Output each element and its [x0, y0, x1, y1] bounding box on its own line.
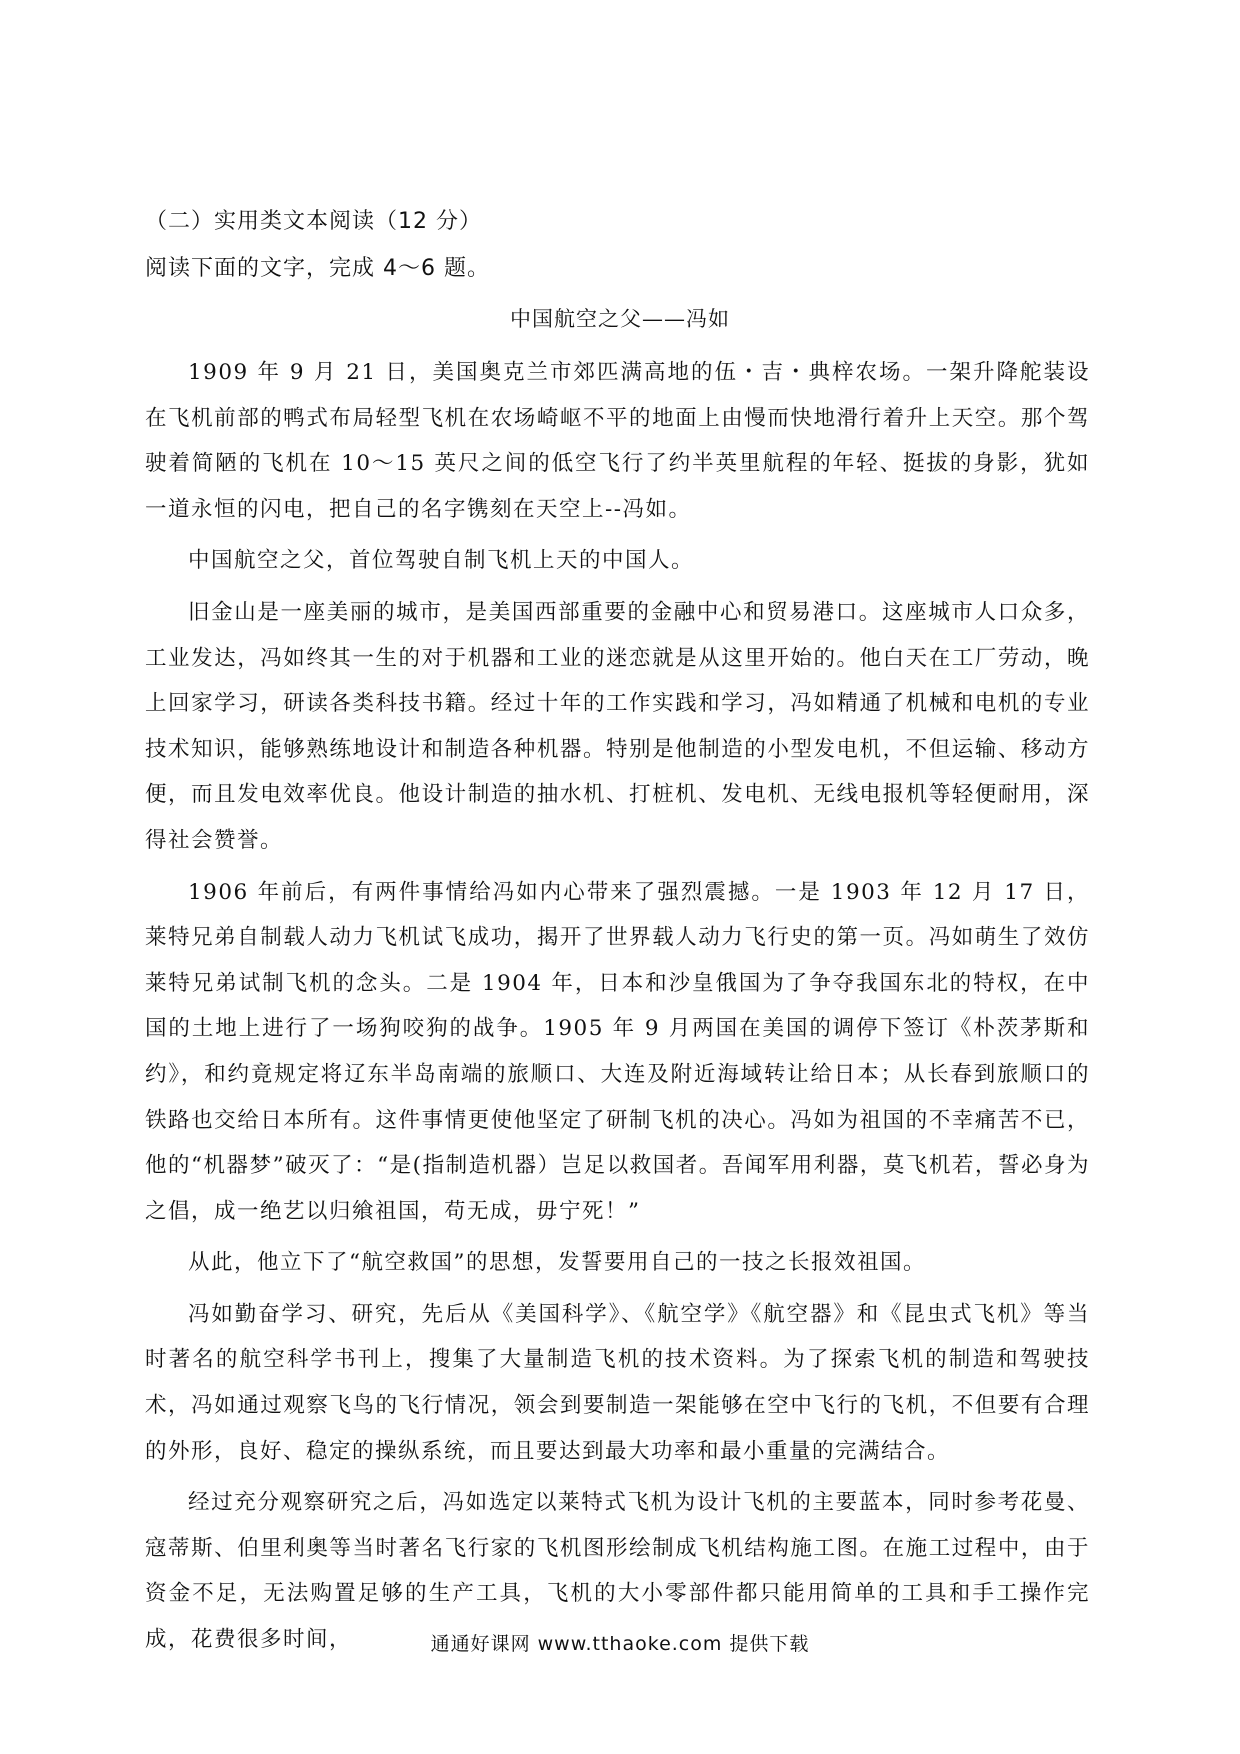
- paragraph-2: 中国航空之父，首位驾驶自制飞机上天的中国人。: [188, 548, 695, 574]
- paragraph-4: 1906 年前后，有两件事情给冯如内心带来了强烈震撼。一是 1903 年 12 月 17 日，莱特兄弟自制载人动力飞机试飞成功，揭开了世界载人动力飞行史的第一页。冯如萌生了效仿莱特兄弟试制飞机的念头。二是 1904 年，日本和沙皇俄国为了争夺我国东北的特权，在中国的土地上进行了一场狗咬狗的战争。1905 年 9 月两国在美国的调停下签订《朴茨茅斯和约》，和约竟规定将辽东半岛南端的旅顺口、大连及附近海域转让给日本；从长春到旅顺口的铁路也交给日本所有。这件事情更使他坚定了研制飞机的决心。冯如为祖国的不幸痛苦不已，他的“机器梦”破灭了：“是(指制造机器）岂足以救国者。吾闻军用利器，莫飞机若，誓必身为之倡，成一绝艺以归飨祖国，苟无成，毋宁死！”: [145, 879, 1090, 1224]
- section-heading: （二）实用类文本阅读（12 分）: [145, 209, 482, 234]
- paragraph-3: 旧金山是一座美丽的城市，是美国西部重要的金融中心和贸易港口。这座城市人口众多，工业发达，冯如终其一生的对于机器和工业的迷恋就是从这里开始的。他白天在工厂劳动，晚上回家学习，研读各类科技书籍。经过十年的工作实践和学习，冯如精通了机械和电机的专业技术知识，能够熟练地设计和制造各种机器。特别是他制造的小型发电机，不但运输、移动方便，而且发电效率优良。他设计制造的抽水机、打桩机、发电机、无线电报机等轻便耐用，深得社会赞誉。: [145, 599, 1090, 853]
- paragraph-5: 从此，他立下了“航空救国”的思想，发誓要用自己的一技之长报效祖国。: [188, 1250, 926, 1276]
- paragraph-1: 1909 年 9 月 21 日，美国奥克兰市郊匹满高地的伍・吉・典梓农场。一架升降舵装设在飞机前部的鸭式布局轻型飞机在农场崎岖不平的地面上由慢而快地滑行着升上天空。那个驾驶着简陋的飞机在 10～15 英尺之间的低空飞行了约半英里航程的年轻、挺拔的身影，犹如一道永恒的闪电，把自己的名字镌刻在天空上--冯如。: [145, 360, 1090, 522]
- page-footer: 通通好课网 www.tthaoke.com 提供下载: [430, 1633, 810, 1655]
- paragraph-6: 冯如勤奋学习、研究，先后从《美国科学》、《航空学》《航空器》和《昆虫式飞机》等当时著名的航空科学书刊上，搜集了大量制造飞机的技术资料。为了探索飞机的制造和驾驶技术，冯如通过观察飞鸟的飞行情况，领会到要制造一架能够在空中飞行的飞机，不但要有合理的外形，良好、稳定的操纵系统，而且要达到最大功率和最小重量的完满结合。: [145, 1301, 1090, 1464]
- article-body: [145, 350, 1090, 1669]
- article-title: 中国航空之父——冯如: [510, 307, 730, 331]
- reading-instruction: 阅读下面的文字，完成 4～6 题。: [145, 256, 490, 281]
- paragraph-7: 经过充分观察研究之后，冯如选定以莱特式飞机为设计飞机的主要蓝本，同时参考花曼、寇蒂斯、伯里利奥等当时著名飞行家的飞机图形绘制成飞机结构施工图。在施工过程中，由于资金不足，无法购置足够的生产工具，飞机的大小零部件都只能用简单的工具和手工操作完成，花费很多时间，: [145, 1490, 1090, 1653]
